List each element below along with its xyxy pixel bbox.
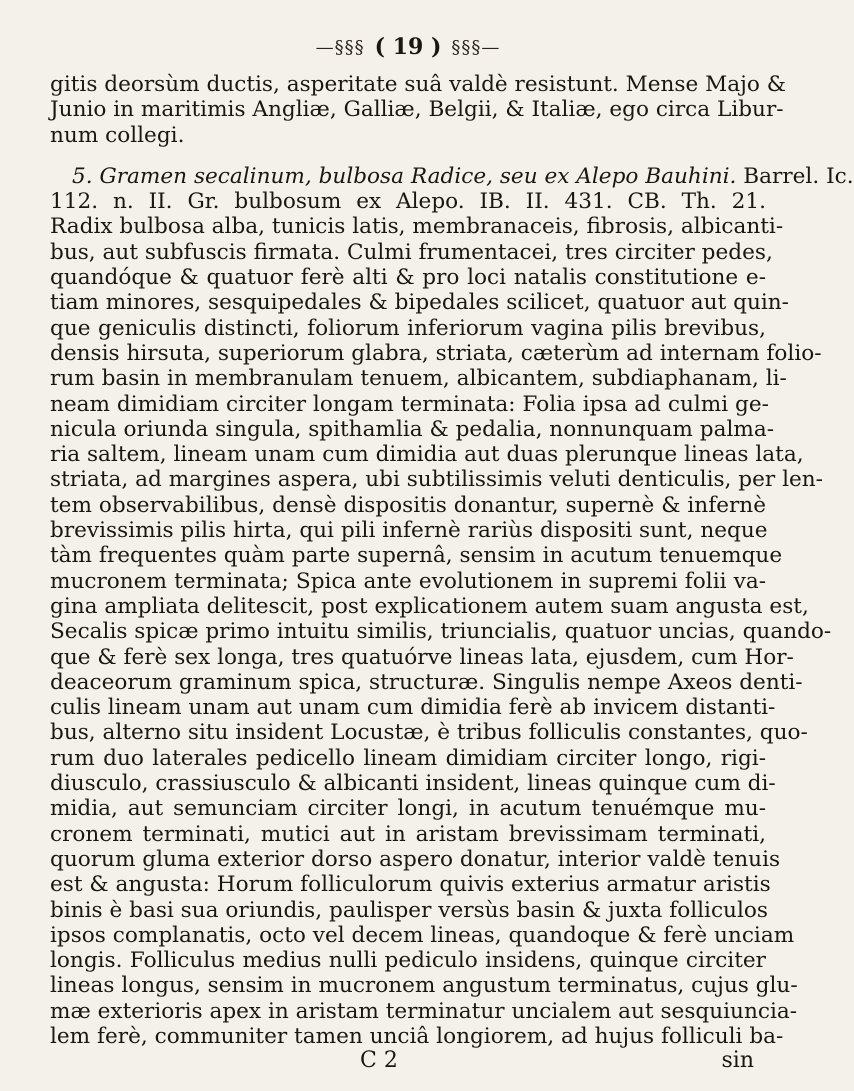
species-reference: Barrel. Ic. [736, 163, 854, 189]
text-line: bus, aut subfuscis firmata. Culmi frumentacei, tres circiter pedes, [50, 239, 773, 265]
text-line: diusculo, crassiusculo & albicanti insident, lineas quinque cum di- [50, 771, 776, 797]
text-line: que & ferè sex longa, tres quatuórve lineas lata, ejusdem, cum Hor- [50, 644, 794, 670]
page-number: ( 19 ) [374, 34, 442, 60]
text-line: bus, alterno situ insident Locustæ, è tribus folliculis constantes, quo- [50, 720, 808, 746]
text-line: densis hirsuta, superiorum glabra, striata, cæterùm ad internam folio- [50, 340, 822, 366]
page-footer [50, 1049, 766, 1073]
text-line: num collegi. [50, 122, 185, 148]
text-line: rum basin in membranulam tenuem, albicantem, subdiaphanam, li- [50, 366, 787, 392]
header-ornament-left: —§§§ [315, 36, 365, 58]
text-line: est & angusta: Horum folliculorum quivis exterius armatur aristis [50, 872, 771, 898]
text-line: midia, aut semunciam circiter longi, in acutum tenuémque mu- [50, 796, 766, 822]
text-line: nicula oriunda singula, spithamlia & pedalia, nonnunquam palma- [50, 416, 775, 442]
text-line: binis è basi sua oriundis, paulisper versùs basin & juxta folliculos [50, 897, 768, 923]
text-line: lem ferè, communiter tamen unciâ longiorem, ad hujus folliculi ba- [50, 1023, 784, 1049]
text-line: rum duo laterales pedicello lineam dimidiam circiter longo, rigi- [50, 745, 766, 771]
text-line: brevissimis pilis hirta, qui pili infernè rariùs dispositi sunt, neque [50, 518, 768, 544]
text-line: culis lineam unam aut unam cum dimidia ferè ab invicem distanti- [50, 695, 776, 721]
paragraph-continued [50, 72, 786, 148]
species-entry [50, 163, 854, 1049]
text-line: Junio in maritimis Angliæ, Galliæ, Belgii, & Italiæ, ego circa Libur- [50, 97, 784, 123]
text-line: quandóque & quatuor ferè alti & pro loci natalis constitutione e- [50, 265, 766, 291]
header-ornament-right: §§§— [451, 36, 501, 58]
text-line: ipsos complanatis, octo vel decem lineas, quandoque & ferè unciam [50, 922, 795, 948]
text-line: tàm frequentes quàm parte supernâ, sensim in acutum tenuemque [50, 543, 783, 569]
text-line: quorum gluma exterior dorso aspero donatur, interior valdè tenuis [50, 846, 781, 872]
text-line: mæ exterioris apex in aristam terminatur uncialem aut sesquiuncia- [50, 998, 798, 1024]
text-line: Secalis spicæ primo intuitu similis, triuncialis, quatuor uncias, quando- [50, 619, 832, 645]
text-line: mucronem terminata; Spica ante evolutionem in supremi folii va- [50, 568, 766, 594]
text-line: cronem terminati, mutici aut in aristam brevissimam terminati, [50, 821, 766, 847]
entry-heading-line [50, 163, 854, 189]
text-line: gina ampliata delitescit, post explicationem autem suam angusta est, [50, 593, 809, 619]
text-line: tiam minores, sesquipedales & bipedales scilicet, quatuor aut quin- [50, 290, 789, 316]
paragraph-gap [50, 148, 766, 164]
text-line: ria saltem, lineam unam cum dimidia aut duas plerunque lineas lata, [50, 442, 804, 468]
text-line: tem observabilibus, densè dispositis donantur, supernè & infernè [50, 492, 766, 518]
text-line: gitis deorsùm ductis, asperitate suâ valdè resistunt. Mense Majo & [50, 72, 786, 97]
species-name: 5. Gramen secalinum, bulbosa Radice, seu ex Alepo Bauhini. [72, 163, 737, 189]
signature-mark: C 2 [360, 1048, 398, 1074]
text-line: longis. Folliculus medius nulli pediculo insidens, quinque circiter [50, 948, 766, 974]
text-line: Radix bulbosa alba, tunicis latis, membranaceis, fibrosis, albicanti- [50, 214, 784, 240]
page-header [50, 30, 766, 64]
text-line: 112. n. II. Gr. bulbosum ex Alepo. IB. II. 431. CB. Th. 21. [50, 189, 766, 215]
text-line: lineas longus, sensim in mucronem angustum terminatus, cujus glu- [50, 973, 798, 999]
text-line: neam dimidiam circiter longam terminata: Folia ipsa ad culmi ge- [50, 391, 769, 417]
text-line: deaceorum graminum spica, structuræ. Singulis nempe Axeos denti- [50, 669, 803, 695]
catchword: sin [721, 1048, 754, 1074]
text-line: que geniculis distincti, foliorum inferiorum vagina pilis brevibus, [50, 315, 766, 341]
text-line: striata, ad margines aspera, ubi subtilissimis veluti denticulis, per len- [50, 467, 823, 493]
